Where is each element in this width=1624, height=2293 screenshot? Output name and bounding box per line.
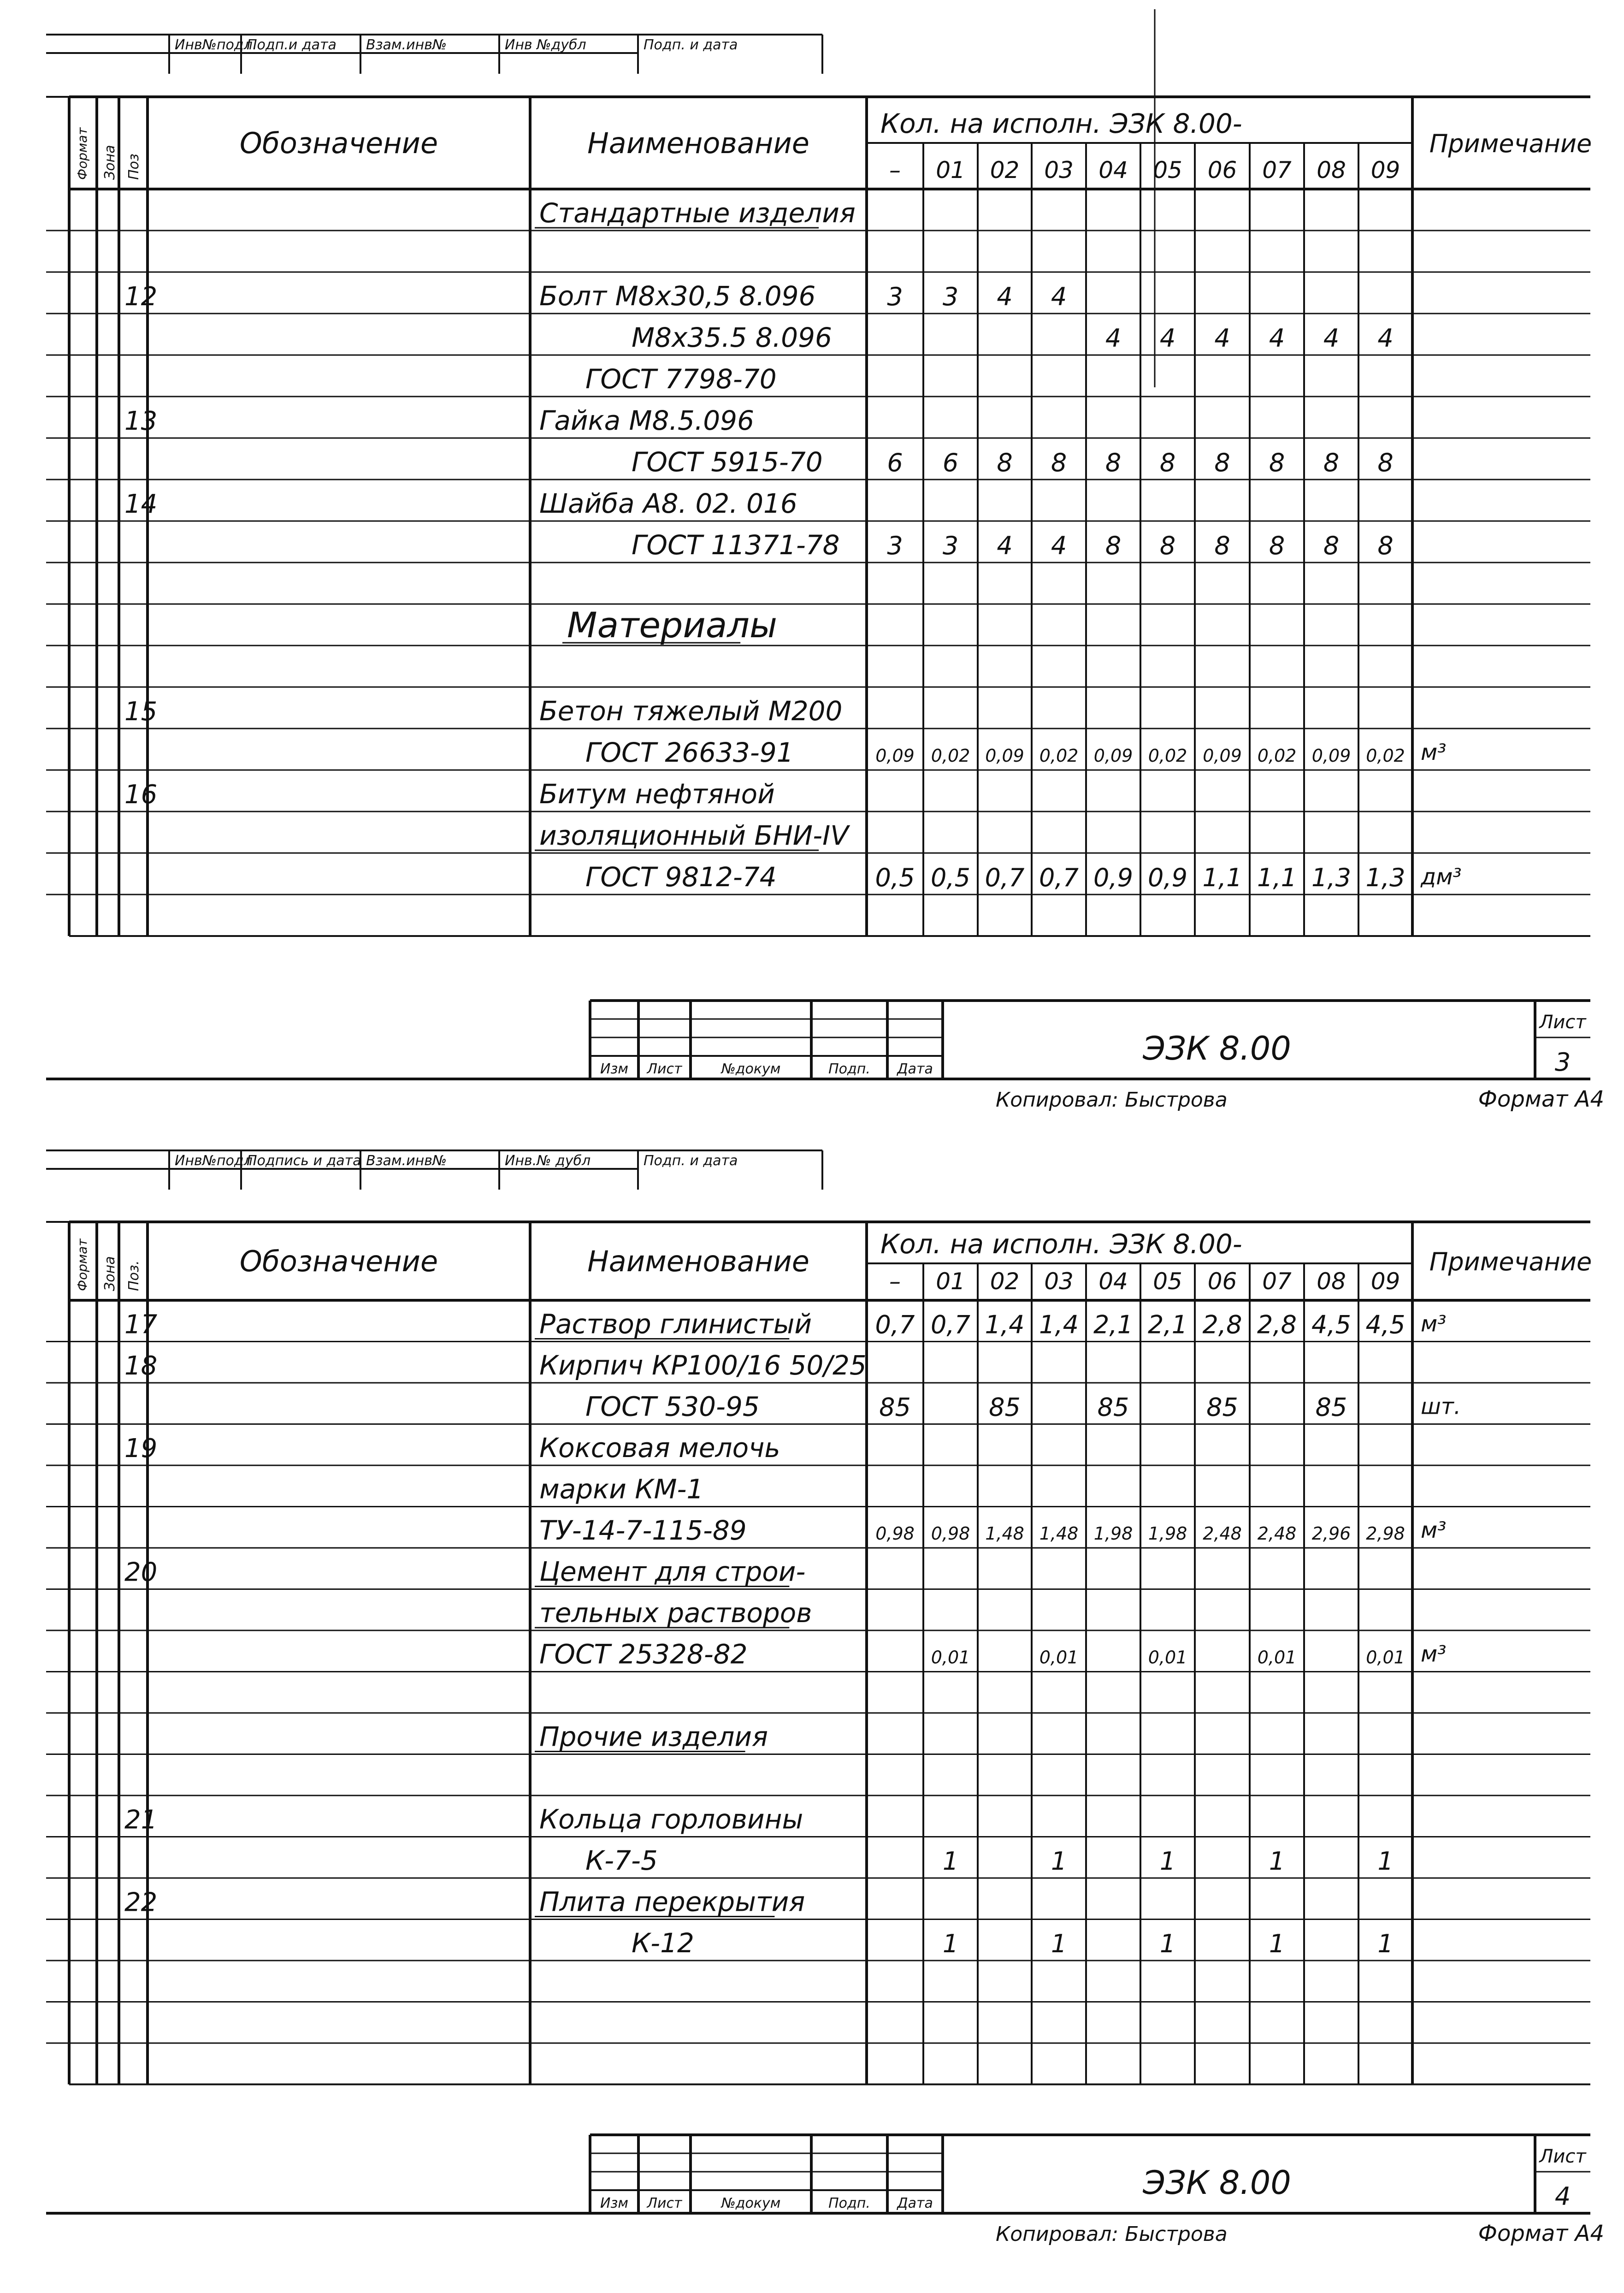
quantity-cell: 1,98 <box>1148 1523 1187 1544</box>
quantity-cell: 0,01 <box>931 1647 970 1668</box>
quantity-cell: 1,48 <box>1039 1523 1079 1544</box>
header-variant: 08 <box>1317 157 1346 184</box>
quantity-cell: 0,5 <box>931 863 970 892</box>
quantity-cell: 8 <box>1377 531 1394 560</box>
quantity-cell: 1 <box>942 1847 959 1876</box>
title-block-label: Подп. <box>828 1061 870 1077</box>
header-variant: 05 <box>1153 1268 1182 1295</box>
row-pos: 22 <box>124 1887 158 1918</box>
quantity-cell: 3 <box>887 282 903 311</box>
quantity-cell: 1,3 <box>1311 863 1351 892</box>
quantity-cell: 1,98 <box>1093 1523 1133 1544</box>
quantity-cell: 8 <box>1214 531 1230 560</box>
quantity-cell: 1 <box>1051 1929 1067 1958</box>
row-pos: 21 <box>124 1805 158 1835</box>
row-name: Битум нефтяной <box>539 778 775 810</box>
header-variant: 04 <box>1098 157 1128 184</box>
row-name: М8х35.5 8.096 <box>632 322 832 353</box>
header-variant: 06 <box>1207 1268 1237 1295</box>
quantity-cell: 2,1 <box>1148 1310 1187 1339</box>
row-name: ГОСТ 9812-74 <box>585 861 777 893</box>
header-variant: – <box>889 1268 901 1295</box>
quantity-cell: 8 <box>1323 531 1340 560</box>
row-name: изоляционный БНИ-IV <box>539 820 849 851</box>
quantity-cell: 2,1 <box>1093 1310 1133 1339</box>
row-name: Раствор глинистый <box>539 1308 812 1340</box>
quantity-cell: 1,48 <box>985 1523 1024 1544</box>
quantity-cell: 0,09 <box>1093 746 1133 766</box>
quantity-cell: 85 <box>879 1392 911 1422</box>
header-name: Наименование <box>587 1244 809 1278</box>
quantity-cell: 4,5 <box>1311 1310 1351 1339</box>
stamp-label: Инв №дубл <box>505 37 586 53</box>
quantity-cell: 6 <box>942 448 959 477</box>
quantity-cell: 0,02 <box>1366 746 1405 766</box>
row-note: м³ <box>1421 1517 1447 1543</box>
quantity-cell: 1 <box>1377 1847 1394 1876</box>
row-name: ГОСТ 7798-70 <box>585 363 777 395</box>
row-name: К-12 <box>632 1927 694 1959</box>
copied-by: Копировал: Быстрова <box>996 2222 1228 2246</box>
sheet-label: Лист <box>1539 1012 1586 1033</box>
quantity-cell: 8 <box>1269 531 1285 560</box>
stamp-label: Инв.№ дубл <box>505 1153 591 1169</box>
quantity-cell: 8 <box>1051 448 1067 477</box>
quantity-cell: 8 <box>1323 448 1340 477</box>
paper-format: Формат А4 <box>1478 1086 1604 1112</box>
header-variant: 01 <box>936 157 965 184</box>
header-qty-title: Кол. на исполн. ЭЗК 8.00- <box>880 108 1242 139</box>
header-designation: Обозначение <box>239 1244 438 1278</box>
row-pos: 20 <box>124 1557 158 1588</box>
row-pos: 18 <box>124 1351 158 1381</box>
document-code: ЭЗК 8.00 <box>1143 1030 1291 1067</box>
row-name: Кирпич КР100/16 50/25 <box>539 1350 867 1381</box>
row-pos: 15 <box>124 697 158 727</box>
row-name: Коксовая мелочь <box>539 1432 780 1463</box>
quantity-cell: 8 <box>1269 448 1285 477</box>
row-pos: 13 <box>124 406 158 436</box>
quantity-cell: 1,4 <box>985 1310 1025 1339</box>
header-note: Примечание <box>1429 129 1592 158</box>
row-name: Стандартные изделия <box>539 197 856 229</box>
header-designation: Обозначение <box>239 126 438 160</box>
quantity-cell: 1 <box>1377 1929 1394 1958</box>
document-code: ЭЗК 8.00 <box>1143 2164 1291 2202</box>
quantity-cell: 85 <box>1097 1392 1129 1422</box>
quantity-cell: 0,02 <box>1039 746 1079 766</box>
header-format: Формат <box>75 1238 90 1291</box>
header-variant: 02 <box>990 157 1020 184</box>
quantity-cell: 1,4 <box>1039 1310 1079 1339</box>
quantity-cell: 0,9 <box>1148 863 1187 892</box>
row-name: ТУ-14-7-115-89 <box>539 1515 747 1546</box>
quantity-cell: 8 <box>997 448 1013 477</box>
header-variant: 03 <box>1044 1268 1074 1295</box>
title-block-label: Дата <box>897 2195 933 2211</box>
row-name: Цемент для строи- <box>539 1556 806 1588</box>
row-name: ГОСТ 26633-91 <box>585 737 794 768</box>
title-block-label: Лист <box>647 1061 682 1077</box>
row-name: Гайка М8.5.096 <box>539 405 754 436</box>
header-variant: 09 <box>1370 157 1400 184</box>
quantity-cell: 8 <box>1214 448 1230 477</box>
header-name: Наименование <box>587 126 809 160</box>
quantity-cell: 0,01 <box>1039 1647 1079 1668</box>
quantity-cell: 1 <box>1159 1929 1176 1958</box>
quantity-cell: 2,98 <box>1366 1523 1405 1544</box>
quantity-cell: 8 <box>1377 448 1394 477</box>
quantity-cell: 8 <box>1105 531 1122 560</box>
title-block-label: №докум <box>721 1061 781 1077</box>
quantity-cell: 1 <box>1159 1847 1176 1876</box>
quantity-cell: 0,7 <box>1039 863 1079 892</box>
row-pos: 12 <box>124 282 158 312</box>
sheet-3 <box>46 35 1604 1112</box>
header-variant: 04 <box>1098 1268 1128 1295</box>
quantity-cell: 2,96 <box>1311 1523 1351 1544</box>
sheet-number: 4 <box>1554 2182 1571 2211</box>
quantity-cell: 0,02 <box>1257 746 1297 766</box>
quantity-cell: 3 <box>942 531 959 560</box>
quantity-cell: 4 <box>1377 324 1394 353</box>
stamp-label: Взам.инв№ <box>366 37 447 53</box>
quantity-cell: 0,02 <box>1148 746 1187 766</box>
row-name: Бетон тяжелый М200 <box>539 695 843 727</box>
row-name: Материалы <box>567 604 777 646</box>
header-variant: 09 <box>1370 1268 1400 1295</box>
quantity-cell: 0,98 <box>931 1523 970 1544</box>
title-block-label: Изм <box>600 1061 629 1077</box>
row-name: Прочие изделия <box>539 1721 768 1753</box>
title-block-label: Изм <box>600 2195 629 2211</box>
quantity-cell: 4 <box>1051 282 1067 311</box>
quantity-cell: 85 <box>989 1392 1021 1422</box>
quantity-cell: 4 <box>1214 324 1230 353</box>
header-variant: 02 <box>990 1268 1020 1295</box>
quantity-cell: 4 <box>1159 324 1176 353</box>
quantity-cell: 2,48 <box>1203 1523 1242 1544</box>
header-variant: 07 <box>1262 1268 1292 1295</box>
quantity-cell: 2,48 <box>1257 1523 1297 1544</box>
stamp-label: Подп.и дата <box>247 37 337 53</box>
paper-format: Формат А4 <box>1478 2221 1604 2246</box>
row-note: м³ <box>1421 740 1447 765</box>
quantity-cell: 4 <box>1105 324 1122 353</box>
quantity-cell: 0,98 <box>875 1523 915 1544</box>
quantity-cell: 3 <box>942 282 959 311</box>
stamp-label: Инв№подл <box>175 1153 253 1169</box>
copied-by: Копировал: Быстрова <box>996 1088 1228 1112</box>
stamp-label: Подпись и дата <box>247 1153 361 1169</box>
quantity-cell: 1,1 <box>1202 863 1242 892</box>
title-block-label: Дата <box>897 1061 933 1077</box>
quantity-cell: 1,1 <box>1257 863 1297 892</box>
row-note: шт. <box>1421 1393 1461 1420</box>
row-pos: 14 <box>124 489 158 519</box>
quantity-cell: 4 <box>997 282 1013 311</box>
title-block-label: №докум <box>721 2195 781 2211</box>
row-name: ГОСТ 11371-78 <box>632 529 840 561</box>
row-name: тельных растворов <box>539 1597 812 1629</box>
row-name: марки КМ-1 <box>539 1473 704 1505</box>
header-pos: Поз. <box>126 1260 142 1291</box>
row-name: Шайба А8. 02. 016 <box>539 488 797 519</box>
quantity-cell: 0,7 <box>985 863 1025 892</box>
header-qty-title: Кол. на исполн. ЭЗК 8.00- <box>880 1228 1242 1260</box>
sheet-4 <box>46 1150 1604 2246</box>
quantity-cell: 4 <box>1269 324 1285 353</box>
quantity-cell: 4 <box>997 531 1013 560</box>
quantity-cell: 0,09 <box>1203 746 1242 766</box>
quantity-cell: 8 <box>1105 448 1122 477</box>
header-format: Формат <box>75 127 90 180</box>
sheet-label: Лист <box>1539 2146 1586 2167</box>
quantity-cell: 1 <box>1269 1929 1285 1958</box>
quantity-cell: 85 <box>1315 1392 1347 1422</box>
quantity-cell: 0,7 <box>931 1310 970 1339</box>
quantity-cell: 0,09 <box>985 746 1024 766</box>
quantity-cell: 8 <box>1159 448 1176 477</box>
header-variant: 01 <box>936 1268 965 1295</box>
row-note: м³ <box>1421 1641 1447 1667</box>
row-pos: 19 <box>124 1434 158 1463</box>
quantity-cell: 0,9 <box>1093 863 1133 892</box>
header-note: Примечание <box>1429 1247 1592 1276</box>
header-variant: 07 <box>1262 157 1292 184</box>
row-name: Болт М8х30,5 8.096 <box>539 280 816 312</box>
row-note: м³ <box>1421 1311 1447 1337</box>
row-name: ГОСТ 5915-70 <box>632 446 823 478</box>
row-name: Плита перекрытия <box>539 1886 805 1918</box>
stamp-label: Подп. и дата <box>644 1153 738 1169</box>
quantity-cell: 0,09 <box>875 746 915 766</box>
stamp-label: Подп. и дата <box>644 37 738 53</box>
quantity-cell: 0,01 <box>1148 1647 1187 1668</box>
title-block-label: Лист <box>647 2195 682 2211</box>
row-pos: 17 <box>124 1309 158 1340</box>
quantity-cell: 85 <box>1206 1392 1238 1422</box>
quantity-cell: 4 <box>1323 324 1340 353</box>
quantity-cell: 4 <box>1051 531 1067 560</box>
quantity-cell: 4,5 <box>1365 1310 1405 1339</box>
header-variant: 08 <box>1317 1268 1346 1295</box>
header-zone: Зона <box>102 1256 118 1291</box>
header-variant: – <box>889 157 901 184</box>
quantity-cell: 6 <box>887 448 903 477</box>
sheet-number: 3 <box>1554 1048 1571 1077</box>
stamp-label: Инв№подл. <box>175 37 257 53</box>
row-note: дм³ <box>1421 864 1462 890</box>
quantity-cell: 0,01 <box>1366 1647 1405 1668</box>
quantity-cell: 1,3 <box>1365 863 1405 892</box>
quantity-cell: 1 <box>1051 1847 1067 1876</box>
quantity-cell: 2,8 <box>1257 1310 1297 1339</box>
row-name: ГОСТ 530-95 <box>585 1391 760 1422</box>
quantity-cell: 3 <box>887 531 903 560</box>
quantity-cell: 0,5 <box>875 863 915 892</box>
header-variant: 05 <box>1153 157 1182 184</box>
quantity-cell: 8 <box>1159 531 1176 560</box>
quantity-cell: 0,09 <box>1311 746 1351 766</box>
row-pos: 16 <box>124 780 158 810</box>
stamp-label: Взам.инв№ <box>366 1153 447 1169</box>
row-name: К-7-5 <box>585 1845 658 1876</box>
quantity-cell: 1 <box>1269 1847 1285 1876</box>
quantity-cell: 1 <box>942 1929 959 1958</box>
quantity-cell: 0,01 <box>1257 1647 1297 1668</box>
header-zone: Зона <box>102 145 118 180</box>
quantity-cell: 2,8 <box>1202 1310 1242 1339</box>
header-variant: 06 <box>1207 157 1237 184</box>
header-pos: Поз <box>126 154 142 180</box>
row-name: ГОСТ 25328-82 <box>539 1638 748 1670</box>
row-name: Кольца горловины <box>539 1803 803 1835</box>
quantity-cell: 0,02 <box>931 746 970 766</box>
header-variant: 03 <box>1044 157 1074 184</box>
title-block-label: Подп. <box>828 2195 870 2211</box>
quantity-cell: 0,7 <box>875 1310 915 1339</box>
